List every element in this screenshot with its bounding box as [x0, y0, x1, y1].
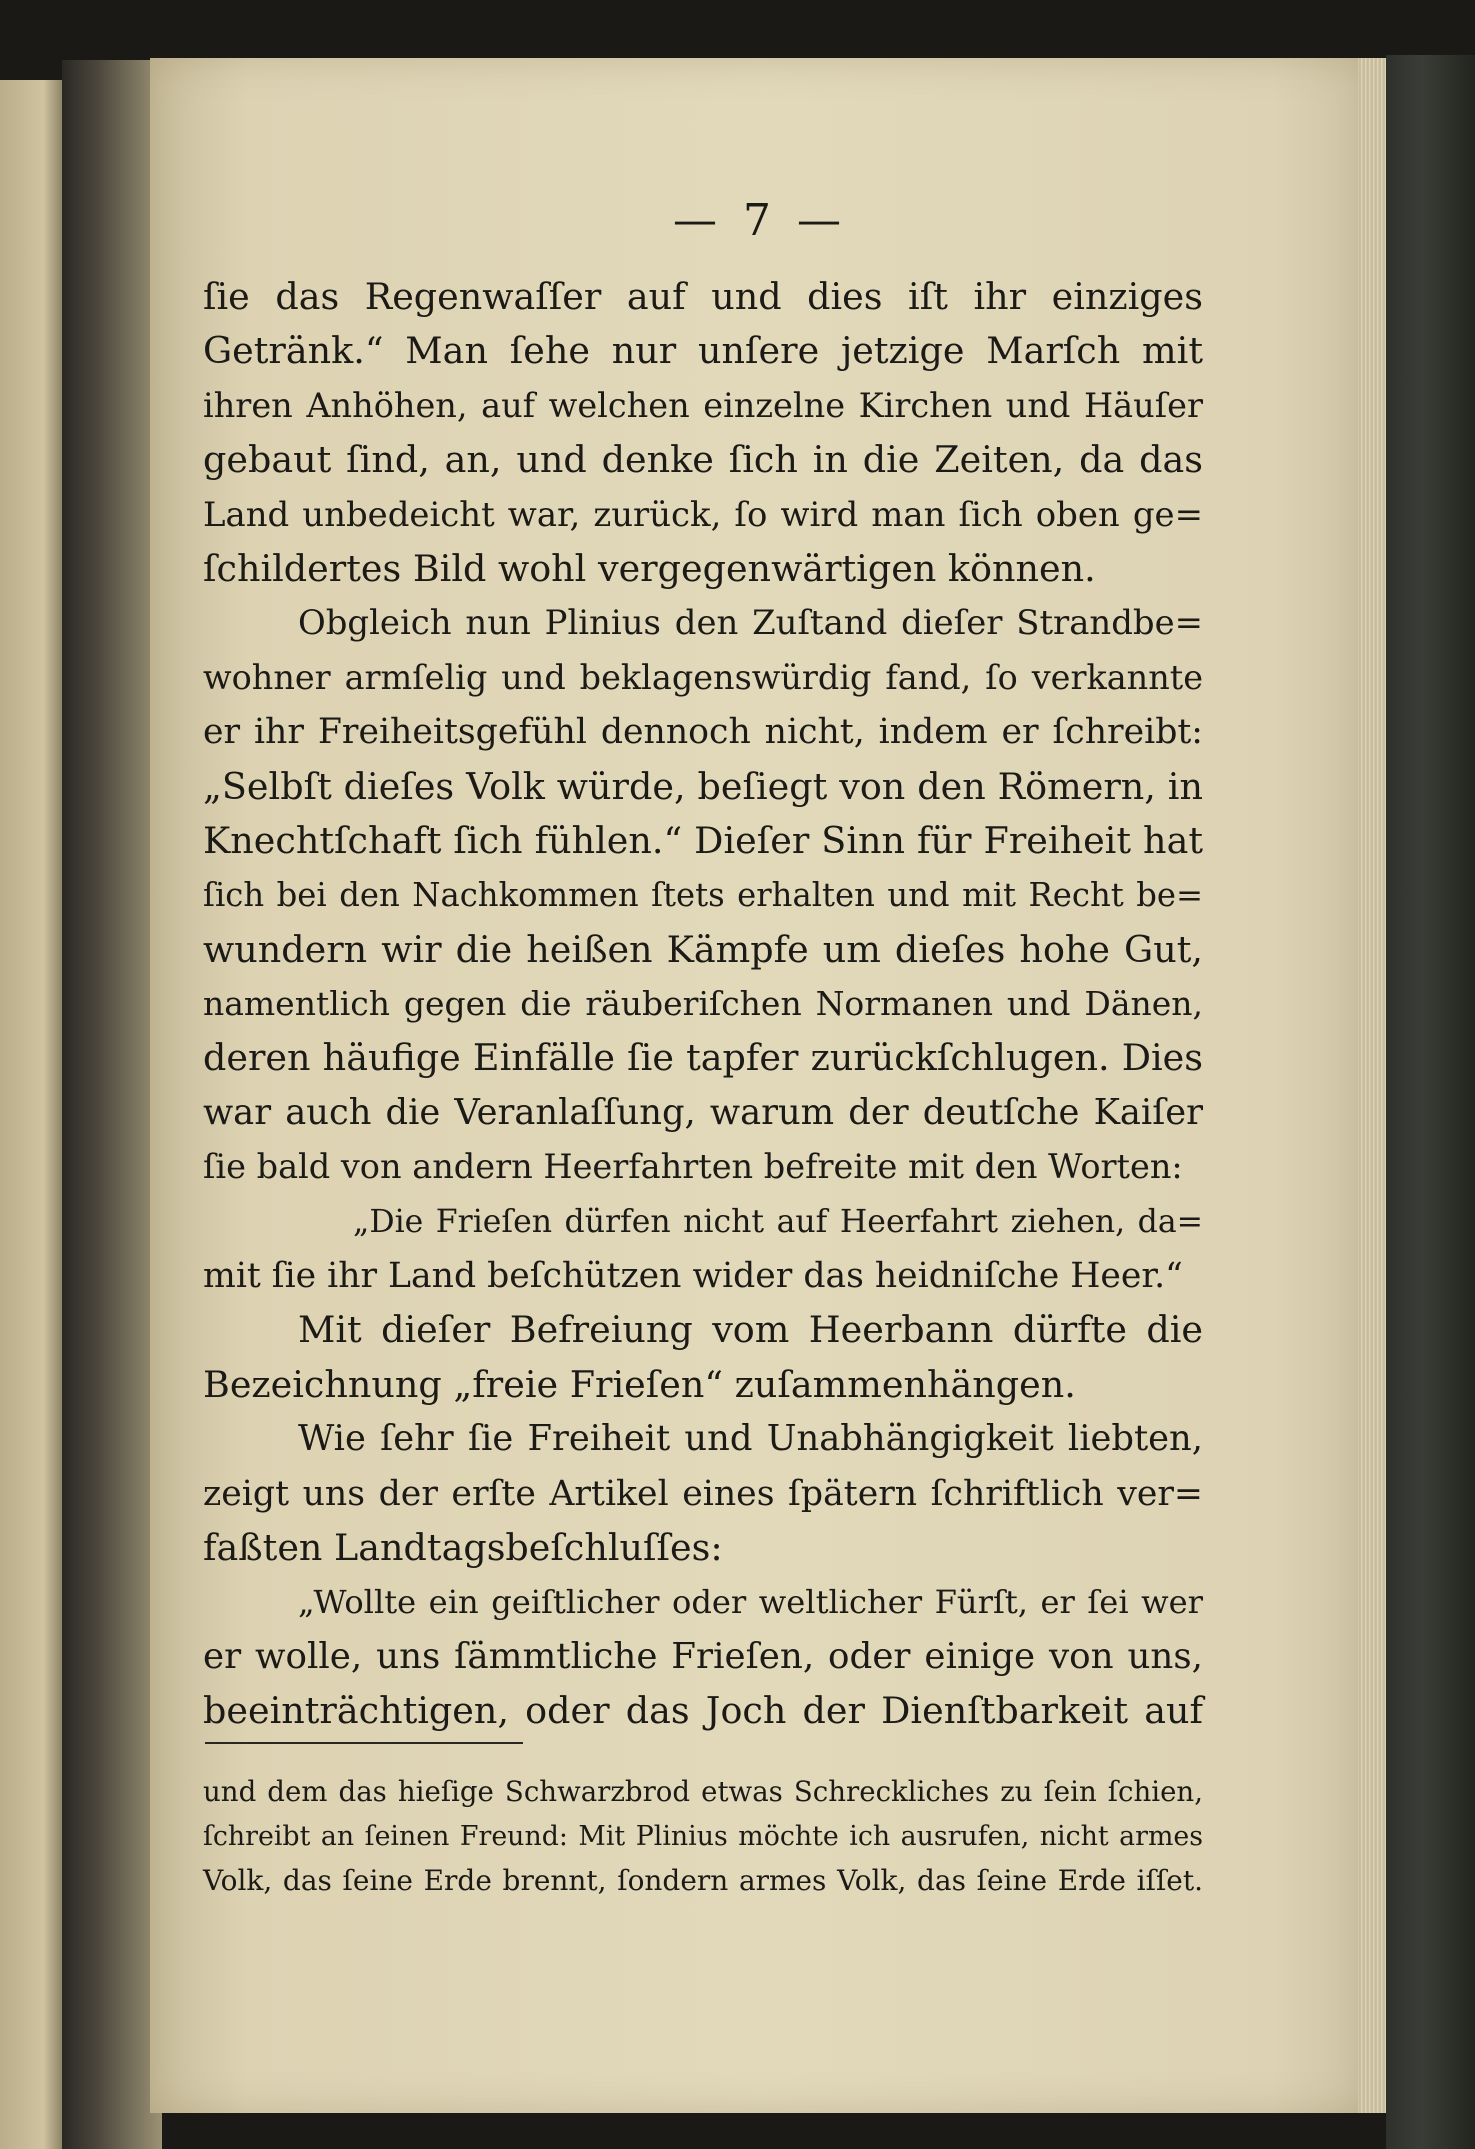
- text-line: er ihr Freiheitsgefühl dennoch nicht, indem er ſchreibt:: [203, 712, 1203, 753]
- text-line: war auch die Veranlaſſung, warum der deutſche Kaiſer: [203, 1091, 1203, 1133]
- text-line: namentlich gegen die räuberiſchen Normanen und Dänen,: [203, 984, 1203, 1024]
- footnote-text: [203, 1770, 1203, 1904]
- text-line: Mit dieſer Befreiung vom Heerbann dürfte die: [298, 1308, 1203, 1352]
- footnote-line: ſchreibt an ſeinen Freund: Mit Plinius möchte ich ausrufen, nicht armes: [203, 1820, 1203, 1852]
- text-line: Knechtſchaft ſich fühlen.“ Dieſer Sinn für Freiheit hat: [203, 818, 1203, 862]
- text-line: wohner armſelig und beklagenswürdig fand, ſo verkannte: [203, 657, 1203, 697]
- text-line: ſie das Regenwaſſer auf und dies iſt ihr einziges: [203, 275, 1203, 318]
- page-number: — 7 —: [673, 195, 847, 246]
- text-line: Wie ſehr ſie Freiheit und Unabhängigkeit liebten,: [298, 1418, 1203, 1460]
- text-line: „Selbſt dieſes Volk würde, beſiegt von den Römern, in: [203, 764, 1203, 808]
- footnote-line: und dem das hieſige Schwarzbrod etwas Schreckliches zu ſein ſchien,: [203, 1775, 1203, 1808]
- text-line: zeigt uns der erſte Artikel eines ſpätern ſchriftlich ver=: [203, 1473, 1203, 1514]
- text-line: Land unbedeicht war, zurück, ſo wird man ſich oben ge=: [203, 494, 1203, 534]
- book-gutter: [62, 60, 162, 2149]
- text-line: er wolle, uns ſämmtliche Frieſen, oder einige von uns,: [203, 1635, 1203, 1677]
- footnote-line: Volk, das ſeine Erde brennt, ſondern armes Volk, das ſeine Erde iſſet.: [203, 1864, 1203, 1897]
- text-line: wundern wir die heißen Kämpfe um dieſes hohe Gut,: [203, 927, 1203, 971]
- text-line: ſie bald von andern Heerfahrten befreite mit den Worten:: [203, 1147, 1183, 1187]
- text-line: mit ſie ihr Land beſchützen wider das heidniſche Heer.“: [203, 1256, 1183, 1297]
- facing-page-edge: [0, 80, 62, 2149]
- page-stack-edges: [1358, 58, 1386, 2113]
- text-line: „Die Frieſen dürfen nicht auf Heerfahrt ziehen, da=: [353, 1203, 1203, 1240]
- text-line: faßten Landtagsbeſchluſſes:: [203, 1525, 723, 1569]
- book-cover-edge: [1386, 55, 1475, 2149]
- text-line: „Wollte ein geiſtlicher oder weltlicher Fürſt, er ſei wer: [298, 1583, 1203, 1622]
- text-line: ihren Anhöhen, auf welchen einzelne Kirchen und Häuſer: [203, 385, 1203, 425]
- text-line: beeinträchtigen, oder das Joch der Dienſtbarkeit auf: [203, 1689, 1203, 1733]
- text-line: Getränk.“ Man ſehe nur unſere jetzige Marſch mit: [203, 329, 1203, 373]
- text-line: Obgleich nun Plinius den Zuſtand dieſer Strandbe=: [298, 603, 1203, 643]
- footnote-divider: [205, 1742, 523, 1744]
- text-line: ſich bei den Nachkommen ſtets erhalten und mit Recht be=: [203, 876, 1203, 915]
- body-text: [203, 270, 1203, 1739]
- text-line: ſchildertes Bild wohl vergegenwärtigen können.: [203, 546, 1096, 590]
- text-line: gebaut ſind, an, und denke ſich in die Zeiten, da das: [203, 438, 1203, 482]
- text-line: Bezeichnung „freie Frieſen“ zuſammenhängen.: [203, 1362, 1076, 1406]
- text-line: deren häufige Einfälle ſie tapfer zurückſchlugen. Dies: [203, 1036, 1203, 1080]
